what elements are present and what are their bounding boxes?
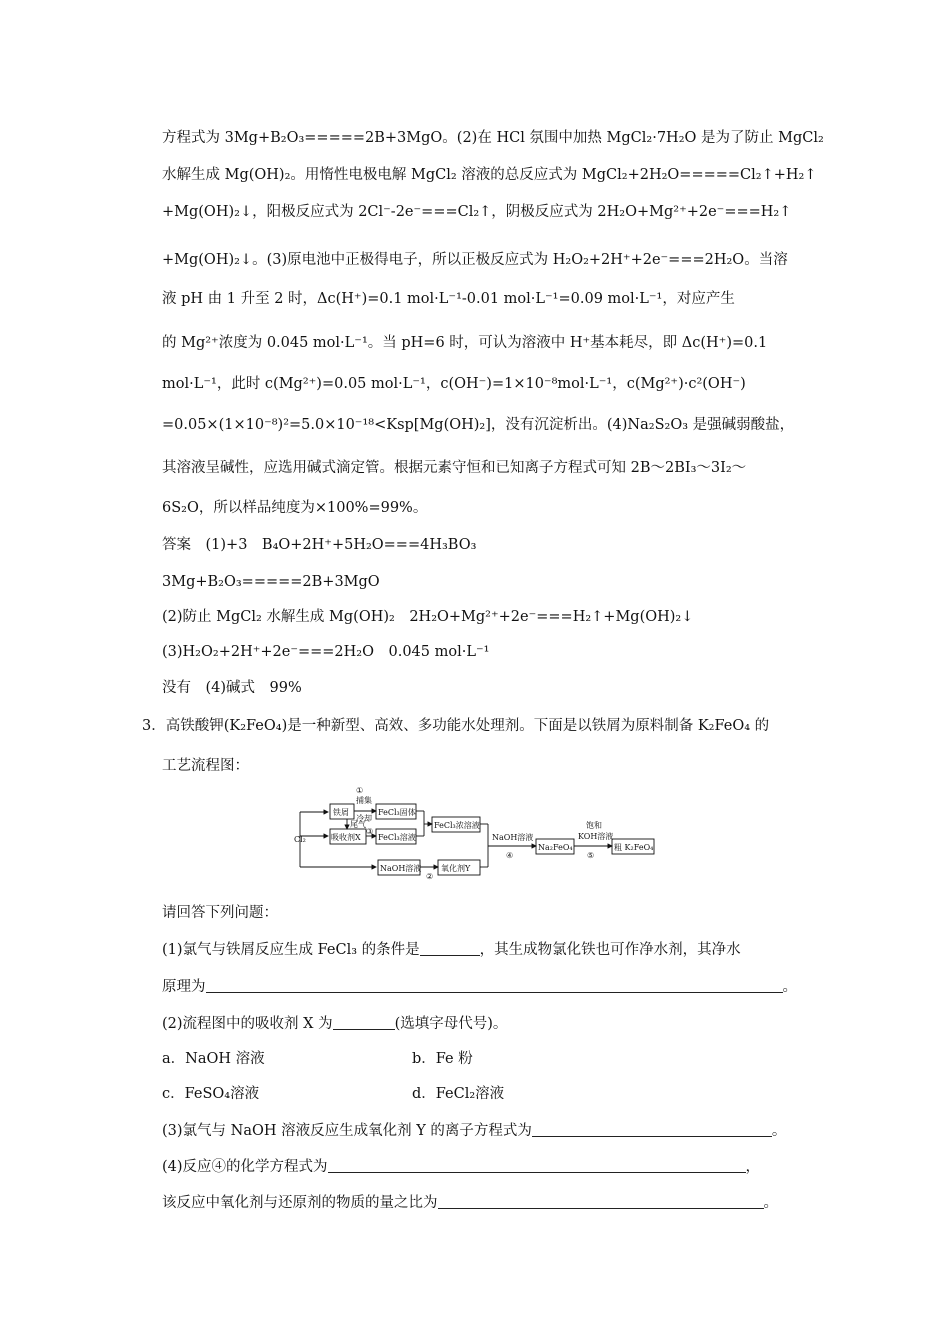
process-flow-diagram — [292, 784, 662, 884]
solution-line-8: =0.05×(1×10⁻⁸)²=5.0×10⁻¹⁸<Ksp[Mg(OH)₂]，没有沉淀析出。(4)Na₂S₂O₃ 是强碱弱酸盐， — [162, 417, 795, 433]
flow-naoh-box: NaOH溶液 — [380, 864, 422, 873]
part2-text: (2)流程图中的吸收剂 X 为 — [162, 1016, 333, 1032]
part2-blank[interactable] — [333, 1015, 395, 1030]
flow-baohe: 饱和 — [586, 821, 602, 830]
answer-line-1: 答案 (1)+3 B₄O+2H⁺+5H₂O===4H₃BO₃ — [162, 537, 477, 553]
question-3-part-1 — [162, 940, 741, 960]
part1-text-c: 原理为 — [162, 979, 206, 995]
part5-text-b: 。 — [763, 1195, 778, 1211]
part1-text-b: ，其生成物氯化铁也可作净水剂，其净水 — [479, 942, 741, 958]
part1-text-a: (1)氯气与铁屑反应生成 FeCl₃ 的条件是 — [162, 942, 420, 958]
flow-yanghuaji: 氧化剂Y — [441, 864, 471, 873]
answer-line-3: (2)防止 MgCl₂ 水解生成 Mg(OH)₂ 2H₂O+Mg²⁺+2e⁻===H₂↑+Mg(OH)₂↓ — [162, 609, 694, 625]
question-3-stem: 3．高铁酸钾(K₂FeO₄)是一种新型、高效、多功能水处理剂。下面是以铁屑为原料制备 K₂FeO₄ 的 — [142, 718, 770, 734]
option-d: d．FeCl₂溶液 — [412, 1086, 505, 1102]
part5-blank[interactable] — [438, 1194, 764, 1209]
part3-text-b: 。 — [771, 1123, 787, 1139]
flow-step1: ① — [356, 786, 364, 795]
question-3-stem-2: 工艺流程图： — [162, 758, 249, 774]
flow-fecl3-solid: FeCl₃固体 — [378, 808, 416, 817]
solution-line-10: 6S₂O，所以样品纯度为×100%=99%。 — [162, 500, 428, 516]
option-c: c．FeSO₄溶液 — [162, 1086, 260, 1102]
question-3-part-1-cont — [162, 977, 797, 997]
solution-line-3: +Mg(OH)₂↓，阳极反应式为 2Cl⁻-2e⁻===Cl₂↑，阴极反应式为 2H₂O+Mg²⁺+2e⁻===H₂↑ — [162, 204, 792, 220]
flow-step5: ⑤ — [587, 851, 595, 860]
solution-line-4: +Mg(OH)₂↓。(3)原电池中正极得电子，所以正极反应式为 H₂O₂+2H⁺+2e⁻===2H₂O。当溶 — [162, 252, 788, 268]
part4-text: (4)反应④的化学方程式为 — [162, 1159, 328, 1175]
flow-naoh-label: NaOH溶液 — [492, 833, 534, 842]
part4-text-b: ， — [745, 1159, 761, 1175]
part2-text-b: (选填字母代号)。 — [394, 1016, 508, 1032]
flow-koh: KOH溶液 — [578, 832, 614, 841]
part3-blank[interactable] — [532, 1122, 772, 1137]
solution-line-7: mol·L⁻¹，此时 c(Mg²⁺)=0.05 mol·L⁻¹，c(OH⁻)=1×10⁻⁸mol·L⁻¹，c(Mg²⁺)·c²(OH⁻) — [162, 376, 746, 392]
solution-line-5: 液 pH 由 1 升至 2 时，Δc(H⁺)=0.1 mol·L⁻¹-0.01 mol·L⁻¹=0.09 mol·L⁻¹，对应产生 — [162, 291, 735, 307]
flow-step2: ② — [426, 872, 434, 881]
question-3-part-5 — [162, 1193, 778, 1213]
flow-lengque: 冷却 — [356, 814, 372, 823]
answer-line-4: (3)H₂O₂+2H⁺+2e⁻===2H₂O 0.045 mol·L⁻¹ — [162, 644, 490, 660]
part1-blank-condition[interactable] — [420, 941, 480, 956]
flow-buji: 捕集 — [356, 796, 372, 805]
flow-step3: ③ — [366, 827, 374, 836]
option-b: b．Fe 粉 — [412, 1051, 473, 1067]
flow-na2feo4: Na₂FeO₄ — [538, 843, 573, 852]
part3-text: (3)氯气与 NaOH 溶液反应生成氧化剂 Y 的离子方程式为 — [162, 1123, 532, 1139]
flow-tiexie: 铁屑 — [333, 808, 349, 817]
flow-cu-k2feo4: 粗 K₂FeO₄ — [614, 843, 654, 852]
solution-line-1: 方程式为 3Mg+B₂O₃=====2B+3MgO。(2)在 HCl 氛围中加热 MgCl₂·7H₂O 是为了防止 MgCl₂ — [162, 130, 824, 146]
question-prompt: 请回答下列问题： — [162, 905, 278, 921]
part5-text: 该反应中氧化剂与还原剂的物质的量之比为 — [162, 1195, 438, 1211]
flow-fecl3-sol: FeCl₃溶液 — [378, 833, 416, 842]
flow-xishouji: 吸收剂X — [331, 833, 361, 842]
question-3-part-4 — [162, 1157, 760, 1177]
question-3-part-3 — [162, 1121, 786, 1141]
solution-line-9: 其溶液呈碱性，应选用碱式滴定管。根据元素守恒和已知离子方程式可知 2B～2BI₃～3I₂～ — [162, 460, 747, 476]
part1-text-d: 。 — [782, 979, 797, 995]
flow-weiqi: 尾气 — [350, 820, 366, 829]
flow-step4: ④ — [506, 851, 514, 860]
answer-line-5: 没有 (4)碱式 99% — [162, 680, 302, 696]
flow-fecl3-conc: FeCl₃浓溶液 — [434, 821, 480, 830]
part1-blank-principle[interactable] — [206, 978, 783, 993]
part4-blank[interactable] — [328, 1158, 746, 1173]
option-a: a．NaOH 溶液 — [162, 1051, 265, 1067]
answer-line-2: 3Mg+B₂O₃=====2B+3MgO — [162, 574, 380, 590]
question-3-part-2 — [162, 1014, 507, 1034]
solution-line-2: 水解生成 Mg(OH)₂。用惰性电极电解 MgCl₂ 溶液的总反应式为 MgCl₂+2H₂O=====Cl₂↑+H₂↑ — [162, 167, 817, 183]
solution-line-6: 的 Mg²⁺浓度为 0.045 mol·L⁻¹。当 pH=6 时，可认为溶液中 H⁺基本耗尽，即 Δc(H⁺)=0.1 — [162, 335, 768, 351]
flow-cl2: Cl₂ — [294, 835, 306, 844]
